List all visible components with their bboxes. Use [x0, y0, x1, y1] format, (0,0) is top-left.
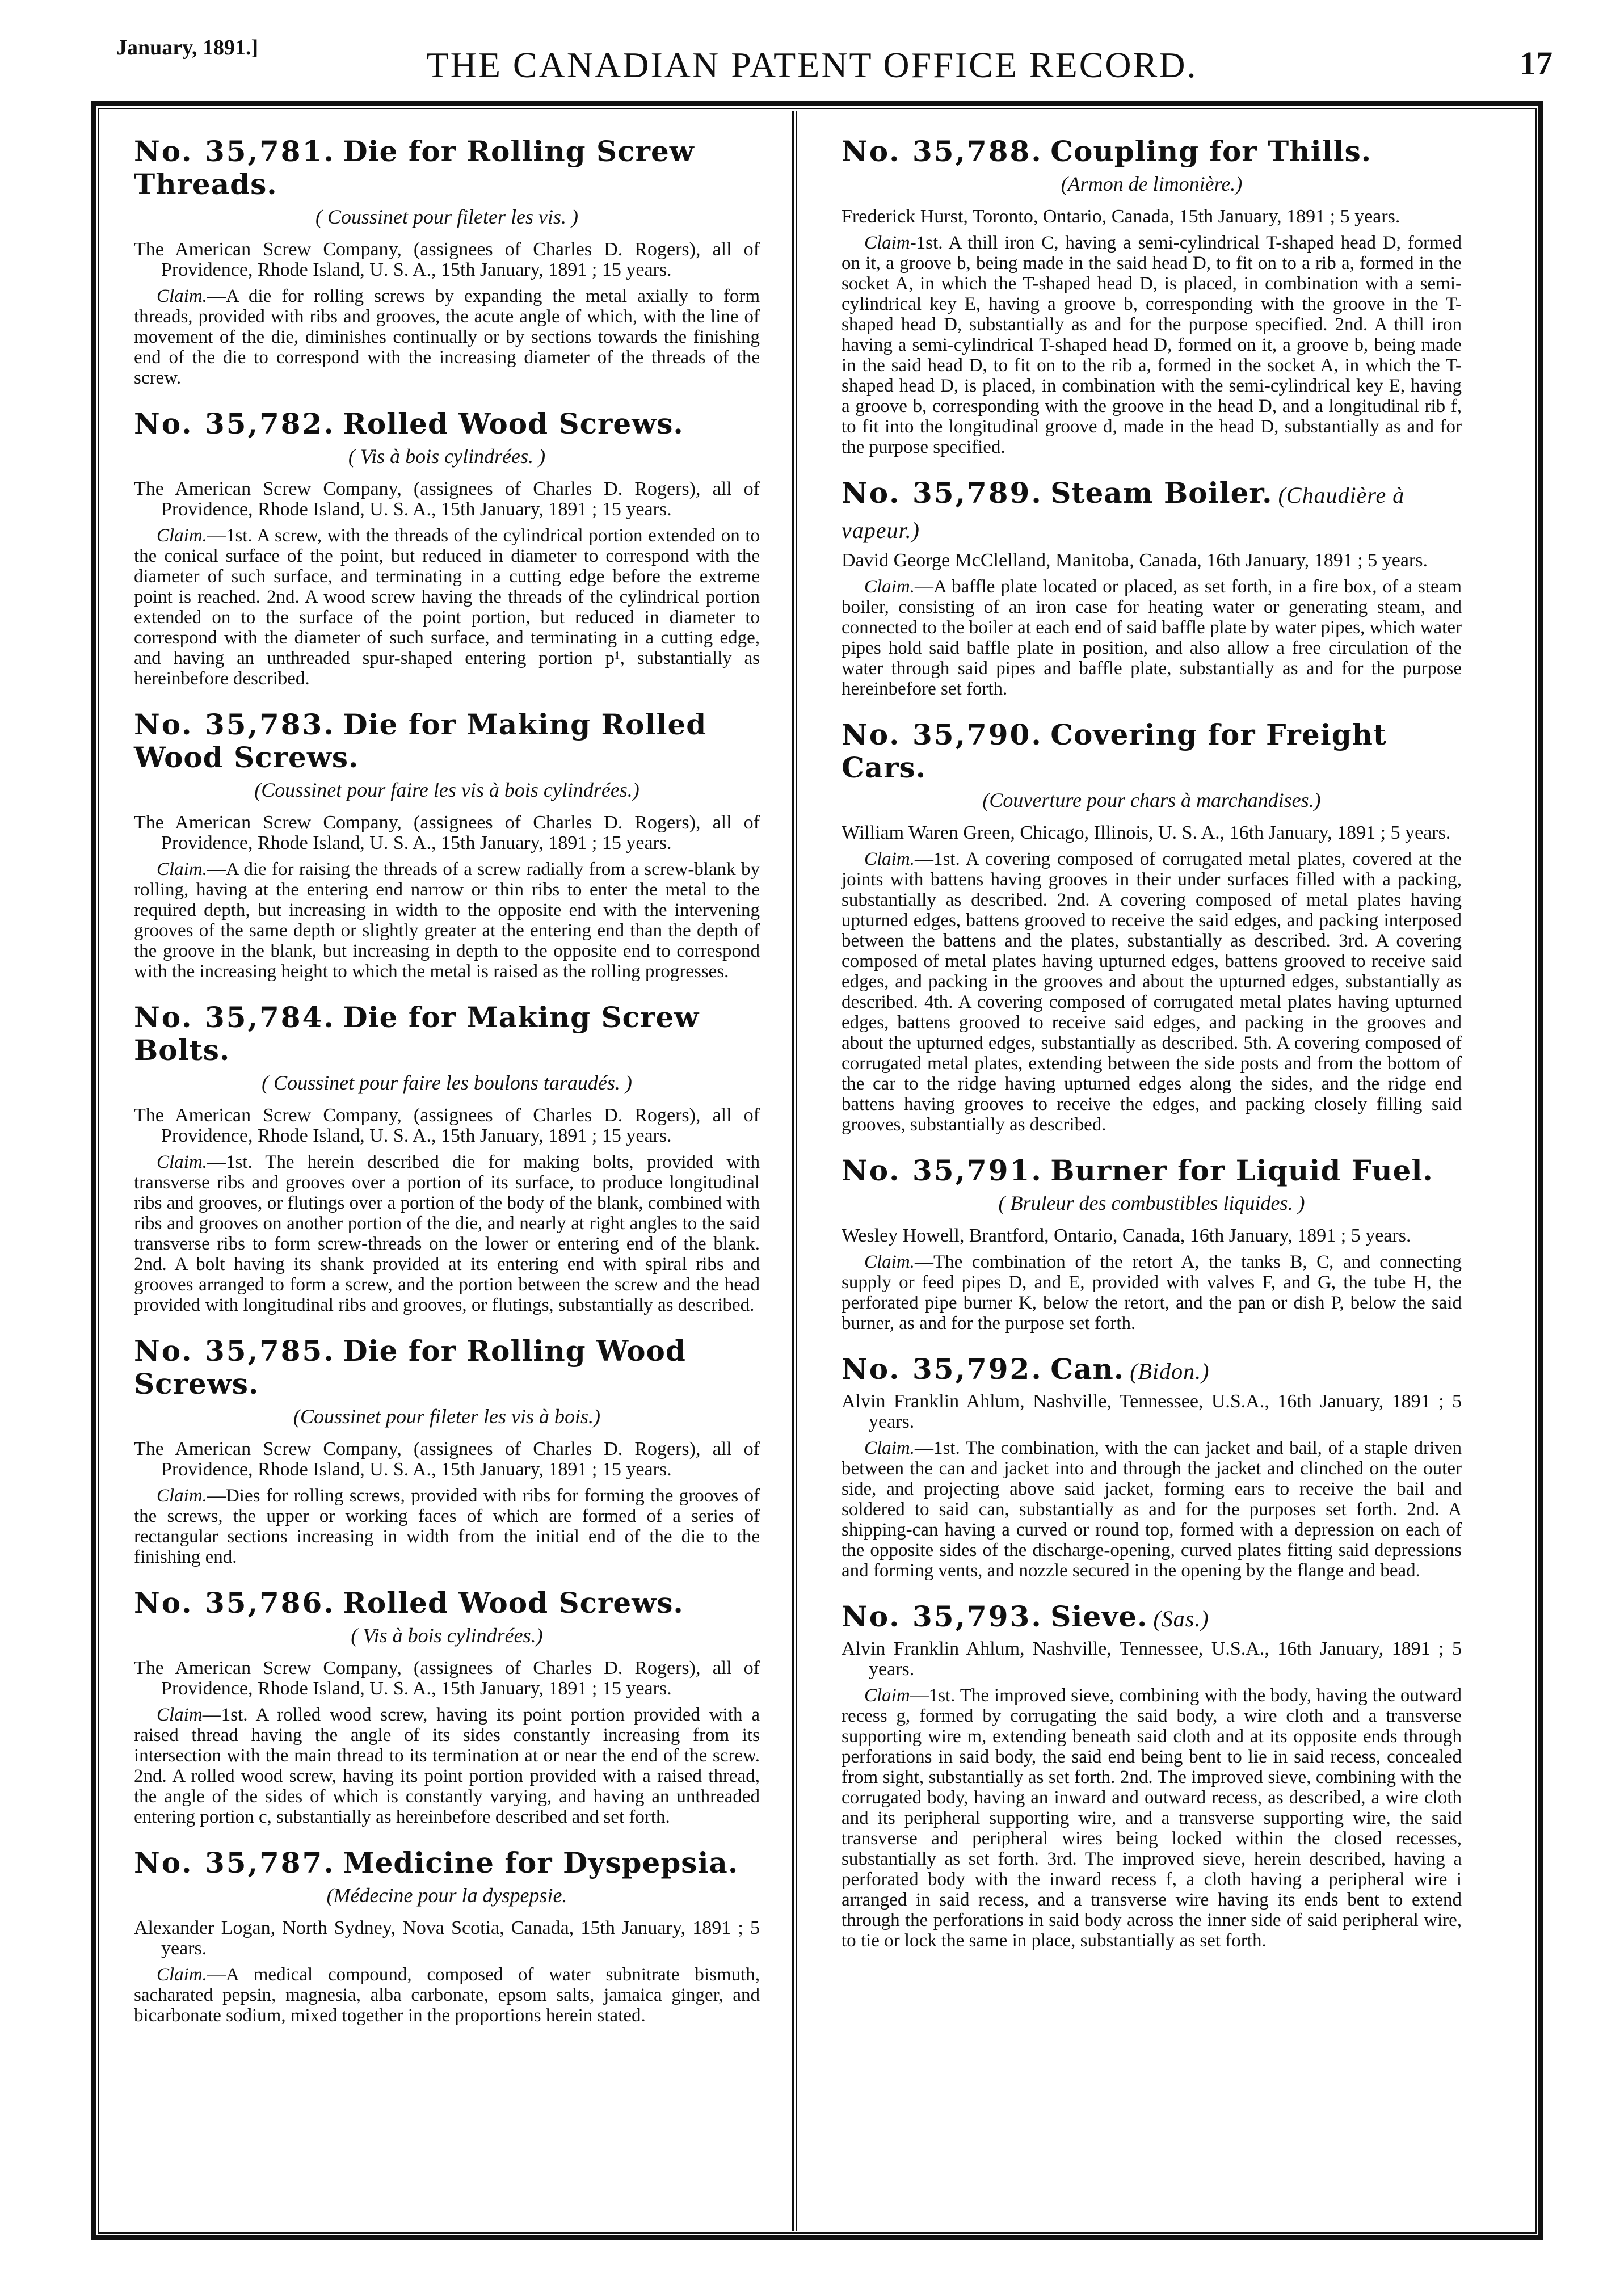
patent-title: Rolled Wood Screws. [343, 407, 684, 440]
claim-text [842, 1685, 1462, 1951]
patent-entry [842, 135, 1462, 457]
patent-entry [842, 718, 1462, 1135]
claim-text [134, 1486, 760, 1567]
patentee-info: The American Screw Company, (assignees of Charles D. Rogers), all of Providence, Rhode Island, U. S. A., 15th January, 1891 ; 15 years. [134, 1105, 760, 1146]
patent-title: Sieve. [1050, 1600, 1148, 1633]
claim-text [134, 1705, 760, 1827]
patent-title: Die for Rolling Wood Screws. [134, 1334, 686, 1400]
patent-number: No. 35,789. [842, 476, 1043, 510]
claim-body: —1st. A rolled wood screw, having its point portion provided with a raised thread having the angle of its sides constantly increasing from its intersection with the main thread to its termination at or near the end of the screw. 2nd. A rolled wood screw, having its point portion provided with a raised thread, the angle of the sides of which is constantly varying, and having an unthreaded entering portion c, substantially as hereinbefore described and set forth. [134, 1705, 760, 1827]
patent-number: No. 35,793. [842, 1600, 1043, 1633]
french-title: (Coussinet pour faire les vis à bois cylindrées.) [254, 779, 639, 801]
patent-heading [842, 135, 1462, 168]
issue-date: January, 1891.] [116, 36, 259, 60]
claim-label: Claim. [864, 1438, 915, 1458]
french-title: ( Vis à bois cylindrées.) [351, 1624, 543, 1647]
patent-number: No. 35,786. [134, 1586, 335, 1620]
patent-number: No. 35,782. [134, 407, 335, 440]
patent-number: No. 35,791. [842, 1154, 1043, 1187]
patent-title: Coupling for Thills. [1050, 134, 1372, 168]
french-title: (Chaudière à vapeur.) [842, 482, 1405, 543]
patent-heading [134, 1847, 760, 1879]
claim-body: —1st. A covering composed of corrugated metal plates, covered at the joints with battens having grooves in their under surfaces filled with a packing, substantially as described. 2nd. A covering composed of metal plates having upturned edges, battens grooved to receive the said edges, and packing interposed between the battens and the plates, substantially as described. 3rd. A covering composed of metal plates having upturned edges, battens grooved to receive said edges, and packing in the grooves and about the upturned edges, substantially as described. 4th. A covering composed of corrugated metal plates having upturned edges, battens grooved to receive said edges, and packing in the grooves and about the upturned edges, substantially as described. 5th. A covering composed of corrugated metal plates, extending between the side posts and from the bottom of the car to the ridge having upturned edges along the sides, and the ridge end battens having grooves to receive the edges, and packing closely filling said grooves, substantially as described. [842, 849, 1462, 1135]
claim-label: Claim. [157, 859, 207, 880]
french-title: (Couverture pour chars à marchandises.) [982, 789, 1321, 811]
patentee-info: David George McClelland, Manitoba, Canada, 16th January, 1891 ; 5 years. [842, 550, 1428, 571]
claim-body: —A die for raising the threads of a screw radially from a screw-blank by rolling, having at the entering end narrow or thin ribs to enter the metal to the required depth, but increasing in width to the opposite end with the intervening grooves of the same depth or slightly greater at the entering end than the depth of the groove in the blank, but increasing in depth to the opposite end to correspond with the increasing height to which the metal is raised as the rolling progresses. [134, 859, 760, 982]
claim-label: Claim. [864, 577, 915, 597]
patent-entry [134, 1335, 760, 1567]
claim-text [842, 233, 1462, 457]
claim-body: —1st. The herein described die for making bolts, provided with transverse ribs and grooves over a portion of its surface, to produce longitudinal ribs and grooves, or flutings over a portion of the body of the blank, combined with ribs and grooves on another portion of the die, and nearly at right angles to the said transverse ribs to form screw-threads on the lower or entering end of the blank. 2nd. A bolt having its shank provided at its entering end with spiral ribs and grooves arranged to form a screw, and the portion between the screw and the head provided with longitudinal ribs and grooves, or flutings, substantially as described. [134, 1152, 760, 1315]
patent-title: Covering for Freight Cars. [842, 718, 1387, 784]
patent-heading [842, 477, 1462, 547]
patent-entry [842, 1154, 1462, 1334]
claim-body: —A die for rolling screws by expanding the metal axially to form threads, provided with ribs and grooves, the acute angle of which, with the line of movement of the die, diminishes continually or by sections towards the finishing end of the die to correspond with the increasing diameter of the threads of the screw. [134, 286, 760, 388]
patent-entry [134, 407, 760, 689]
patent-entry [134, 1587, 760, 1827]
claim-body: —Dies for rolling screws, provided with ribs for forming the grooves of the screws, the upper or working faces of which are formed of a series of rectangular sections increasing in width from the initial end of the die to the finishing end. [134, 1486, 760, 1567]
claim-label: Claim. [864, 1252, 915, 1272]
french-title: ( Coussinet pour faire les boulons taraudés. ) [262, 1071, 632, 1094]
patent-title: Can. [1050, 1352, 1125, 1386]
french-title: (Sas.) [1153, 1606, 1209, 1631]
page-header [0, 0, 1624, 113]
french-title: ( Coussinet pour fileter les vis. ) [315, 205, 578, 228]
french-title: (Médecine pour la dyspepsie. [326, 1884, 567, 1907]
patent-title: Medicine for Dyspepsia. [343, 1846, 739, 1879]
french-title: ( Vis à bois cylindrées. ) [348, 445, 546, 468]
patentee-info: The American Screw Company, (assignees of Charles D. Rogers), all of Providence, Rhode Island, U. S. A., 15th January, 1891 ; 15 years. [134, 1658, 760, 1699]
patent-entry [842, 1600, 1462, 1951]
patentee-info: The American Screw Company, (assignees of Charles D. Rogers), all of Providence, Rhode Island, U. S. A., 15th January, 1891 ; 15 years. [134, 478, 760, 520]
claim-text [842, 849, 1462, 1135]
claim-body: —1st. A screw, with the threads of the cylindrical portion extended on to the conical surface of the point, but reduced in diameter to correspond with the diameter of such surface, and terminating in a cutting edge before the extreme point is reached. 2nd. A wood screw having the threads of the cylindrical portion extended on to the surface of the point portion, but reduced in diameter to correspond with the diameter of such surface, and terminating in a cutting edge, and having an unthreaded spur-shaped entering portion p¹, substantially as hereinbefore described. [134, 525, 760, 689]
patent-heading [134, 407, 760, 440]
patent-heading [842, 718, 1462, 784]
patent-number: No. 35,783. [134, 708, 335, 741]
patentee-info: Alvin Franklin Ahlum, Nashville, Tennessee, U.S.A., 16th January, 1891 ; 5 years. [842, 1391, 1462, 1432]
claim-label: Claim. [864, 849, 915, 869]
patent-entry [134, 135, 760, 388]
patentee-info: Alexander Logan, North Sydney, Nova Scotia, Canada, 15th January, 1891 ; 5 years. [134, 1917, 760, 1959]
claim-label: Claim [157, 1705, 203, 1725]
patentee-info: Alvin Franklin Ahlum, Nashville, Tennessee, U.S.A., 16th January, 1891 ; 5 years. [842, 1638, 1462, 1680]
claim-text [842, 1252, 1462, 1334]
patent-heading [842, 1353, 1462, 1388]
french-title: (Coussinet pour fileter les vis à bois.) [293, 1405, 600, 1428]
patentee-info: The American Screw Company, (assignees of Charles D. Rogers), all of Providence, Rhode Island, U. S. A., 15th January, 1891 ; 15 years. [134, 1439, 760, 1480]
claim-text [842, 577, 1462, 699]
page-number: 17 [1520, 45, 1553, 82]
right-column [796, 111, 1490, 2231]
claim-text [134, 286, 760, 388]
claim-label: Claim. [157, 1152, 207, 1172]
patent-heading [842, 1154, 1462, 1187]
claim-text [842, 1438, 1462, 1581]
french-title: ( Bruleur des combustibles liquides. ) [998, 1192, 1305, 1214]
patent-title: Die for Rolling Screw Threads. [134, 134, 695, 201]
patent-number: No. 35,784. [134, 1000, 335, 1034]
patentee-info: Wesley Howell, Brantford, Ontario, Canada, 16th January, 1891 ; 5 years. [842, 1225, 1411, 1246]
publication-title: THE CANADIAN PATENT OFFICE RECORD. [426, 45, 1198, 85]
patent-heading [134, 1335, 760, 1400]
patent-heading [134, 135, 760, 201]
patent-title: Die for Making Screw Bolts. [134, 1000, 700, 1067]
patent-entry [134, 1001, 760, 1315]
claim-body: —A baffle plate located or placed, as set forth, in a fire box, of a steam boiler, consisting of an iron case for heating water or generating steam, and connected to the boiler at each end of said baffle plate by water pipes, which water pipes hold said baffle plate in position, and also allow a free circulation of the water through said pipes and baffle plate, substantially as and for the purpose hereinbefore set forth. [842, 577, 1462, 699]
patent-number: No. 35,781. [134, 134, 335, 168]
claim-body: —1st. The improved sieve, combining with the body, having the outward recess g, formed by corrugating the said body, a wire cloth and a transverse supporting wire m, extending beneath said cloth and at its opposite ends through perforations in said body, the said end being bent to lie in said recess, concealed from sight, substantially as set forth. 2nd. The improved sieve, combining with the corrugated body, having an inward and outward recess, as described, a wire cloth and its peripheral supporting wire, and a transverse supporting wire, the said transverse and peripheral wires being locked within the closed recesses, substantially as set forth. 3rd. The improved sieve, herein described, having a perforated body with the inward recess f, a cloth having a peripheral wire i arranged in said recess, and a transverse wire having its ends bent to extend through the perforations in said body across the inner side of said peripheral wire, to tie or lock the same in place, substantially as set forth. [842, 1685, 1462, 1951]
claim-text [134, 1965, 760, 2026]
patent-entry [842, 477, 1462, 699]
patent-number: No. 35,785. [134, 1334, 335, 1368]
patent-number: No. 35,788. [842, 134, 1043, 168]
patent-entry [842, 1353, 1462, 1581]
claim-body: —A medical compound, composed of water subnitrate bismuth, sacharated pepsin, magnesia, alba carbonate, epsom salts, jamaica ginger, and bicarbonate sodium, mixed together in the proportions herein stated. [134, 1965, 760, 2026]
patent-number: No. 35,792. [842, 1352, 1043, 1386]
patentee-info: Frederick Hurst, Toronto, Ontario, Canada, 15th January, 1891 ; 5 years. [842, 206, 1400, 227]
patent-entry [134, 1847, 760, 2026]
claim-text [134, 525, 760, 689]
patent-title: Burner for Liquid Fuel. [1050, 1154, 1433, 1187]
patent-number: No. 35,790. [842, 718, 1043, 751]
patent-heading [134, 1587, 760, 1620]
patent-heading [842, 1600, 1462, 1635]
patent-title: Steam Boiler. [1050, 476, 1273, 510]
claim-text [134, 859, 760, 982]
claim-body: —The combination of the retort A, the tanks B, C, and connecting supply or feed pipes D, and E, provided with valves F, and G, the tube H, the perforated pipe burner K, below the retort, and the pan or dish P, below the said burner, as and for the purpose set forth. [842, 1252, 1462, 1334]
claim-label: Claim. [157, 286, 207, 306]
claim-text [134, 1152, 760, 1315]
french-title: (Bidon.) [1130, 1358, 1210, 1384]
patent-number: No. 35,787. [134, 1846, 335, 1879]
patent-entry [134, 708, 760, 982]
left-column [100, 111, 794, 2231]
claim-body: —1st. The combination, with the can jacket and bail, of a staple driven between the can and jacket into and through the jacket and clinched on the outer side, and projecting above said jacket, forming ears to receive the bail and soldered to said can, substantially as and for the purposes set forth. 2nd. A shipping-can having a curved or round top, formed with a depression on each of the opposite sides of the discharge-opening, curved plates fitting said depressions and forming vents, and nozzle secured in the opening by the flange and bead. [842, 1438, 1462, 1581]
claim-label: Claim [864, 1685, 910, 1706]
claim-label: Claim. [157, 525, 207, 546]
french-title: (Armon de limonière.) [1061, 173, 1243, 195]
claim-label: Claim [864, 233, 910, 253]
claim-label: Claim. [157, 1486, 207, 1506]
patentee-info: The American Screw Company, (assignees of Charles D. Rogers), all of Providence, Rhode Island, U. S. A., 15th January, 1891 ; 15 years. [134, 239, 760, 280]
claim-body: -1st. A thill iron C, having a semi-cylindrical T-shaped head D, formed on it, a groove b, being made in the said head D, to fit on to a rib a, formed in the socket A, in which the T-shaped head D, is placed, in combination with a semi-cylindrical key E, having a groove b, corresponding with the groove in the T-shaped head D, substantially as and for the purpose specified. 2nd. A thill iron having a semi-cylindrical T-shaped head D, formed on it, a groove b, being made in the said head D, to fit on to the rib a, formed in the socket A, in which the T-shaped head D, is placed, in combination with the semi-cylindrical key E, having a groove b, corresponding with the groove in the head D, and a longitudinal rib f, to fit into the longitudinal groove d, made in the head D, substantially as and for the purpose specified. [842, 233, 1462, 457]
patent-heading [134, 708, 760, 774]
patentee-info: The American Screw Company, (assignees of Charles D. Rogers), all of Providence, Rhode Island, U. S. A., 15th January, 1891 ; 15 years. [134, 812, 760, 853]
patent-title: Die for Making Rolled Wood Screws. [134, 708, 707, 774]
claim-label: Claim. [157, 1965, 207, 1985]
patentee-info: William Waren Green, Chicago, Illinois, U. S. A., 16th January, 1891 ; 5 years. [842, 822, 1451, 843]
patent-title: Rolled Wood Screws. [343, 1586, 684, 1620]
patent-heading [134, 1001, 760, 1067]
